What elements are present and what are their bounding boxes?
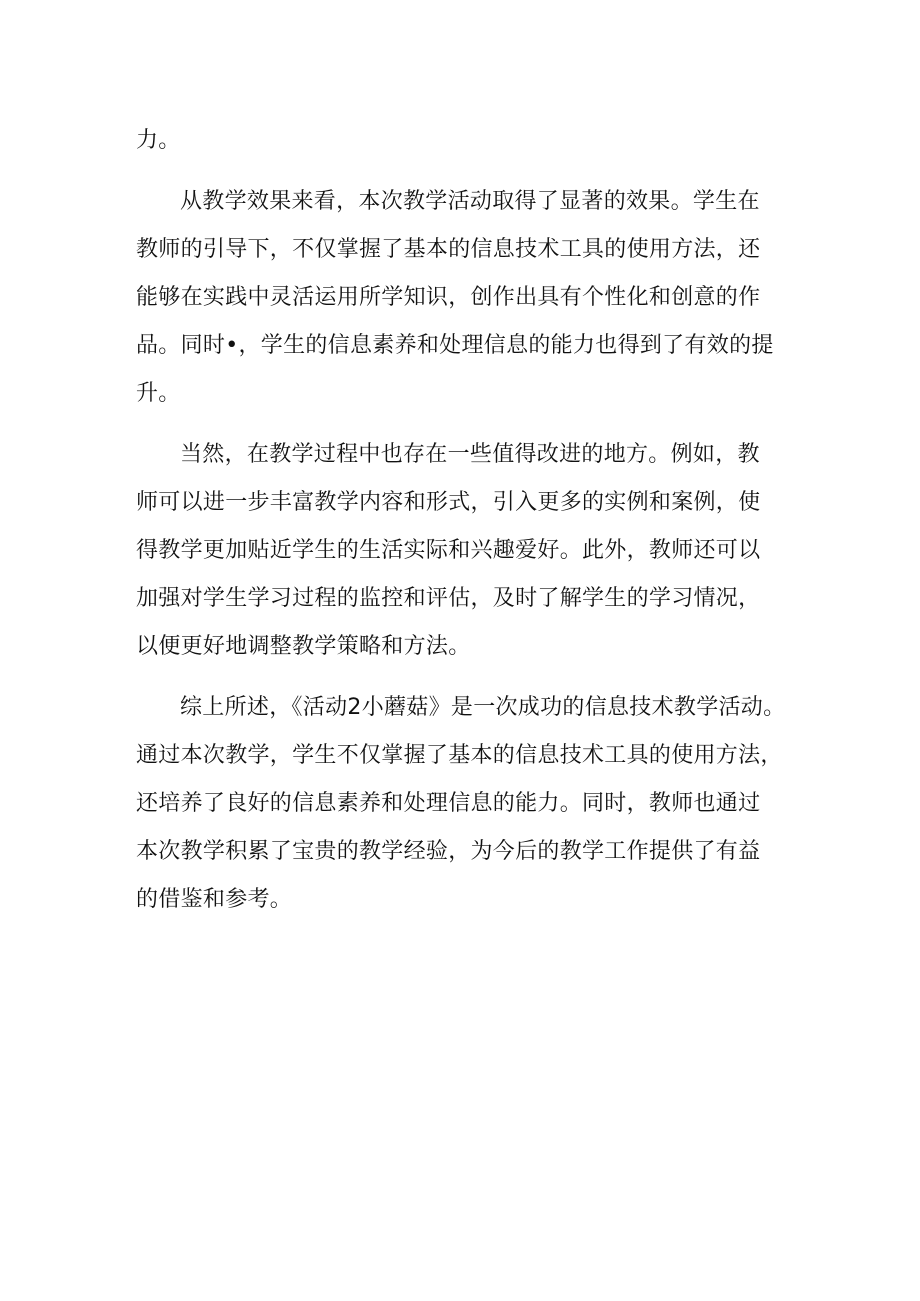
paragraph-line: 从教学效果来看，本次教学活动取得了显著的效果。学生在 [180, 189, 760, 214]
paragraph-line: 以便更好地调整教学策略和方法。 [136, 634, 471, 659]
paragraph-line: 品。同时•，学生的信息素养和处理信息的能力也得到了有效的提 [136, 333, 774, 358]
paragraph-line: 升。 [136, 381, 181, 406]
paragraph-2 [136, 178, 796, 418]
paragraph-line: 得教学更加贴近学生的生活实际和兴趣爱好。此外，教师还可以 [136, 538, 761, 563]
paragraph-line: 当然，在教学过程中也存在一些值得改进的地方。例如，教 [180, 442, 760, 467]
paragraph-line: 综上所述，《活动2小蘑菇》是一次成功的信息技术教学活动。 [180, 695, 786, 720]
paragraph-line: 能够在实践中灵活运用所学知识，创作出具有个性化和创意的作 [136, 285, 761, 310]
paragraph-line: 力。 [136, 128, 181, 153]
paragraph-line: 本次教学积累了宝贵的教学经验，为今后的教学工作提供了有益 [136, 839, 761, 864]
paragraph-3 [136, 431, 796, 671]
paragraph-4 [136, 684, 796, 924]
paragraph-1 [136, 117, 796, 165]
paragraph-line: 教师的引导下，不仅掌握了基本的信息技术工具的使用方法，还 [136, 237, 761, 262]
paragraph-line: 师可以进一步丰富教学内容和形式，引入更多的实例和案例，使 [136, 490, 761, 515]
paragraph-line: 加强对学生学习过程的监控和评估，及时了解学生的学习情况， [136, 586, 761, 611]
paragraph-line: 通过本次教学，学生不仅掌握了基本的信息技术工具的使用方法， [136, 743, 783, 768]
paragraph-line: 的借鉴和参考。 [136, 887, 293, 912]
document-body [136, 117, 796, 924]
paragraph-line: 还培养了良好的信息素养和处理信息的能力。同时，教师也通过 [136, 791, 761, 816]
